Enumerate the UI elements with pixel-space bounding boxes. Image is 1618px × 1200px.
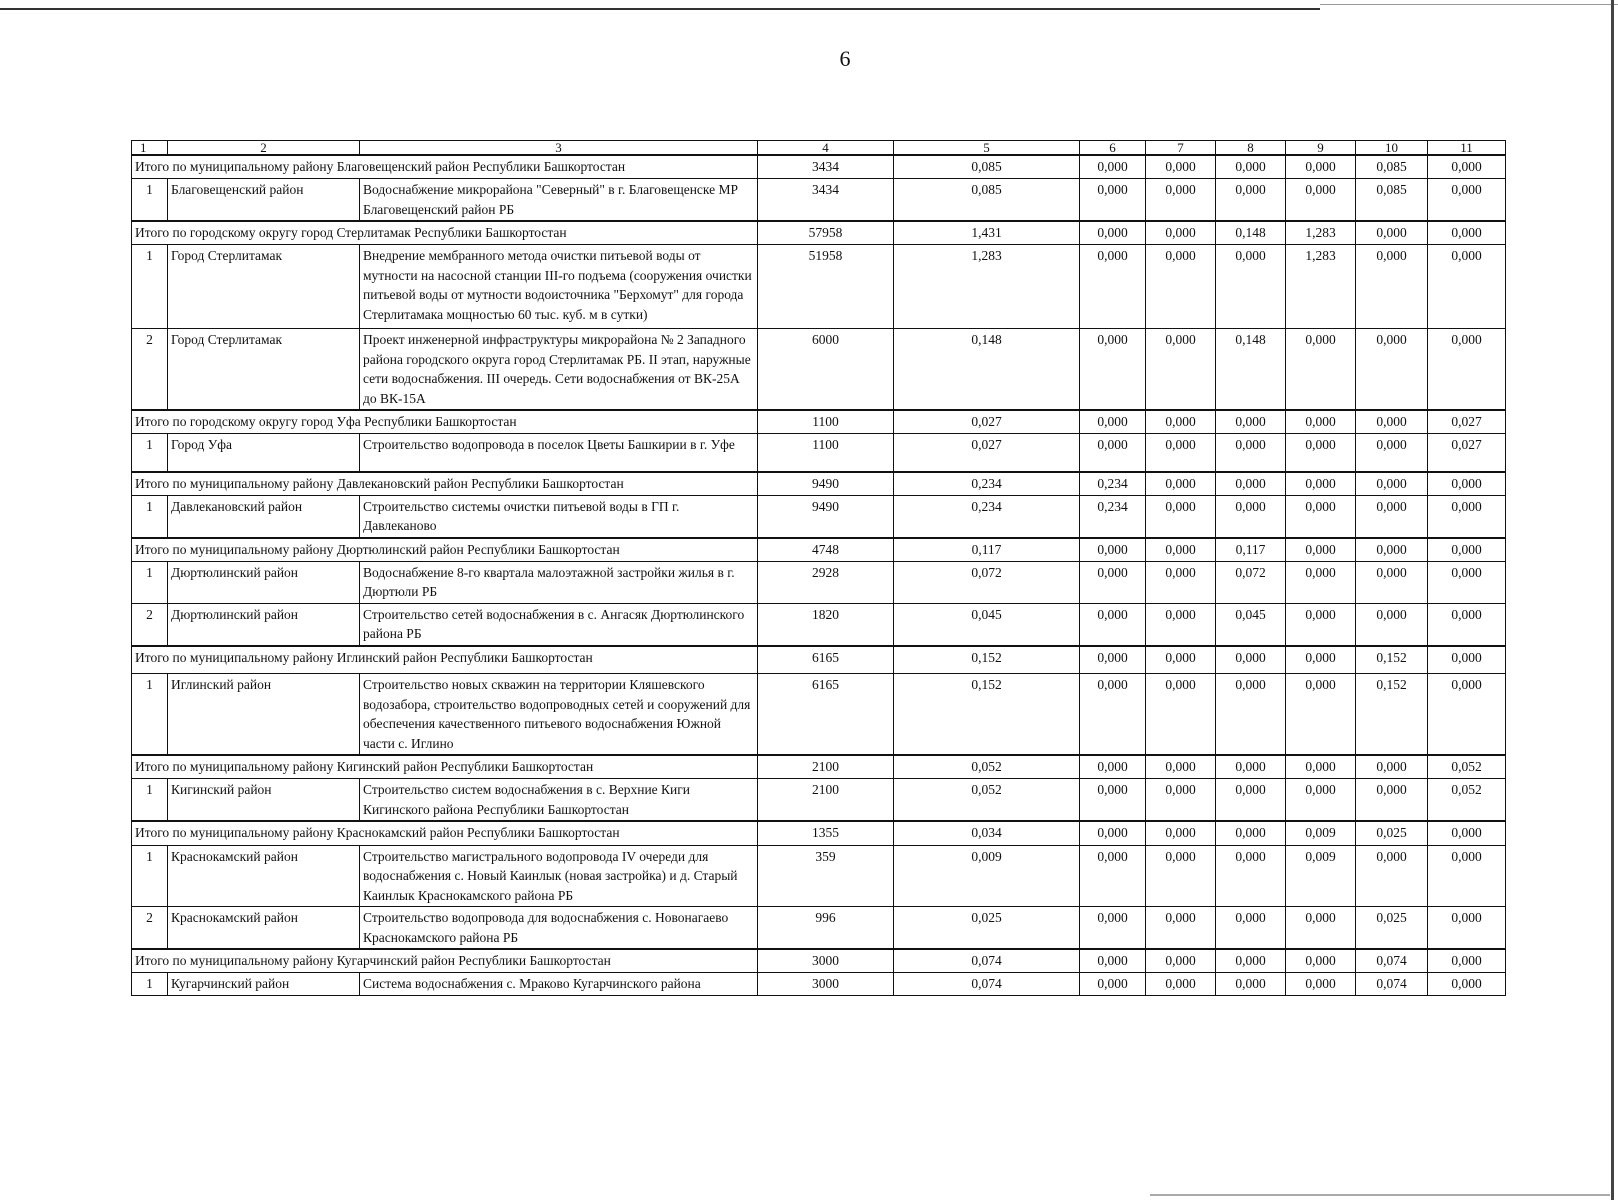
total-row [132, 949, 1506, 973]
value-cell-c11: 0,000 [1428, 155, 1506, 179]
row-index: 1 [132, 495, 168, 538]
value-cell-c11: 0,000 [1428, 674, 1506, 756]
value-cell-c7: 0,000 [1146, 472, 1216, 496]
value-cell-c8: 0,045 [1216, 603, 1286, 646]
total-row [132, 646, 1506, 674]
value-cell-c5: 0,074 [894, 973, 1080, 996]
row-index: 2 [132, 907, 168, 950]
value-cell-c10: 0,025 [1356, 821, 1428, 845]
value-cell-c7: 0,000 [1146, 674, 1216, 756]
value-cell-c5: 0,152 [894, 646, 1080, 674]
value-cell-c10: 0,000 [1356, 245, 1428, 329]
value-cell-c5: 0,009 [894, 845, 1080, 907]
value-cell-c11: 0,000 [1428, 495, 1506, 538]
value-cell-c7: 0,000 [1146, 646, 1216, 674]
value-cell-c4: 9490 [758, 495, 894, 538]
value-cell-c8: 0,000 [1216, 495, 1286, 538]
table-row [132, 245, 1506, 329]
district-name: Дюртюлинский район [168, 603, 360, 646]
value-cell-c10: 0,000 [1356, 755, 1428, 779]
project-description: Строительство системы очистки питьевой воды в ГП г. Давлеканово [360, 495, 758, 538]
value-cell-c11: 0,000 [1428, 949, 1506, 973]
value-cell-c8: 0,148 [1216, 221, 1286, 245]
value-cell-c9: 0,000 [1286, 973, 1356, 996]
table-row [132, 907, 1506, 950]
value-cell-c6: 0,000 [1080, 410, 1146, 434]
row-index: 1 [132, 674, 168, 756]
value-cell-c8: 0,000 [1216, 245, 1286, 329]
value-cell-c4: 2100 [758, 755, 894, 779]
value-cell-c8: 0,000 [1216, 973, 1286, 996]
value-cell-c9: 0,000 [1286, 155, 1356, 179]
value-cell-c8: 0,000 [1216, 646, 1286, 674]
row-index: 1 [132, 561, 168, 603]
total-label: Итого по городскому округу город Стерлитамак Республики Башкортостан [132, 221, 758, 245]
value-cell-c11: 0,000 [1428, 907, 1506, 950]
total-row [132, 472, 1506, 496]
value-cell-c11: 0,052 [1428, 779, 1506, 822]
district-name: Кигинский район [168, 779, 360, 822]
value-cell-c6: 0,000 [1080, 779, 1146, 822]
header-cell: 2 [168, 141, 360, 156]
header-cell: 11 [1428, 141, 1506, 156]
value-cell-c8: 0,000 [1216, 907, 1286, 950]
value-cell-c7: 0,000 [1146, 907, 1216, 950]
value-cell-c11: 0,000 [1428, 646, 1506, 674]
project-description: Водоснабжение 8-го квартала малоэтажной застройки жилья в г. Дюртюли РБ [360, 561, 758, 603]
value-cell-c10: 0,000 [1356, 495, 1428, 538]
district-name: Краснокамский район [168, 907, 360, 950]
value-cell-c5: 0,052 [894, 779, 1080, 822]
value-cell-c7: 0,000 [1146, 755, 1216, 779]
project-description: Водоснабжение микрорайона "Северный" в г. Благовещенске МР Благовещенский район РБ [360, 179, 758, 222]
value-cell-c10: 0,000 [1356, 779, 1428, 822]
value-cell-c6: 0,000 [1080, 646, 1146, 674]
value-cell-c9: 1,283 [1286, 245, 1356, 329]
table-row [132, 674, 1506, 756]
value-cell-c9: 0,000 [1286, 410, 1356, 434]
value-cell-c4: 996 [758, 907, 894, 950]
value-cell-c4: 2100 [758, 779, 894, 822]
value-cell-c6: 0,234 [1080, 472, 1146, 496]
value-cell-c4: 51958 [758, 245, 894, 329]
row-index: 1 [132, 245, 168, 329]
header-cell: 8 [1216, 141, 1286, 156]
value-cell-c11: 0,000 [1428, 221, 1506, 245]
value-cell-c10: 0,000 [1356, 329, 1428, 411]
table-row [132, 845, 1506, 907]
row-index: 2 [132, 603, 168, 646]
value-cell-c4: 1820 [758, 603, 894, 646]
total-row [132, 538, 1506, 562]
value-cell-c4: 3000 [758, 973, 894, 996]
project-description: Строительство магистрального водопровода IV очереди для водоснабжения с. Новый Каинлык (новая застройка) и д. Старый Каинлык Краснокамского района РБ [360, 845, 758, 907]
value-cell-c5: 0,234 [894, 495, 1080, 538]
value-cell-c11: 0,000 [1428, 329, 1506, 411]
scan-edge-right [1611, 0, 1614, 1200]
total-label: Итого по муниципальному району Давлекановский район Республики Башкортостан [132, 472, 758, 496]
value-cell-c10: 0,025 [1356, 907, 1428, 950]
value-cell-c6: 0,000 [1080, 155, 1146, 179]
value-cell-c6: 0,000 [1080, 538, 1146, 562]
value-cell-c7: 0,000 [1146, 949, 1216, 973]
value-cell-c9: 0,000 [1286, 495, 1356, 538]
row-index: 1 [132, 179, 168, 222]
value-cell-c11: 0,000 [1428, 821, 1506, 845]
value-cell-c5: 0,117 [894, 538, 1080, 562]
table-row [132, 179, 1506, 222]
header-cell: 6 [1080, 141, 1146, 156]
value-cell-c7: 0,000 [1146, 221, 1216, 245]
header-cell: 1 [132, 141, 168, 156]
value-cell-c4: 1355 [758, 821, 894, 845]
value-cell-c4: 6000 [758, 329, 894, 411]
value-cell-c11: 0,000 [1428, 561, 1506, 603]
value-cell-c8: 0,000 [1216, 179, 1286, 222]
value-cell-c8: 0,000 [1216, 779, 1286, 822]
value-cell-c4: 3000 [758, 949, 894, 973]
project-description: Внедрение мембранного метода очистки питьевой воды от мутности на насосной станции III-го подъема (сооружения очистки питьевой воды от мутности водоисточника "Берхомут" для города Стерлитамака мощностью 60 тыс. куб. м в сутки) [360, 245, 758, 329]
value-cell-c10: 0,000 [1356, 434, 1428, 472]
value-cell-c7: 0,000 [1146, 779, 1216, 822]
header-cell: 4 [758, 141, 894, 156]
value-cell-c4: 6165 [758, 674, 894, 756]
value-cell-c11: 0,052 [1428, 755, 1506, 779]
value-cell-c7: 0,000 [1146, 821, 1216, 845]
value-cell-c8: 0,000 [1216, 755, 1286, 779]
district-name: Город Стерлитамак [168, 245, 360, 329]
value-cell-c9: 1,283 [1286, 221, 1356, 245]
value-cell-c7: 0,000 [1146, 603, 1216, 646]
value-cell-c8: 0,148 [1216, 329, 1286, 411]
value-cell-c10: 0,000 [1356, 538, 1428, 562]
project-description: Система водоснабжения с. Мраково Кугарчинского района [360, 973, 758, 996]
value-cell-c11: 0,000 [1428, 245, 1506, 329]
value-cell-c8: 0,000 [1216, 410, 1286, 434]
value-cell-c9: 0,000 [1286, 603, 1356, 646]
value-cell-c8: 0,000 [1216, 674, 1286, 756]
value-cell-c4: 359 [758, 845, 894, 907]
value-cell-c6: 0,234 [1080, 495, 1146, 538]
value-cell-c9: 0,000 [1286, 434, 1356, 472]
value-cell-c5: 0,148 [894, 329, 1080, 411]
value-cell-c5: 0,025 [894, 907, 1080, 950]
total-label: Итого по муниципальному району Иглинский район Республики Башкортостан [132, 646, 758, 674]
value-cell-c11: 0,027 [1428, 410, 1506, 434]
value-cell-c5: 0,234 [894, 472, 1080, 496]
row-index: 1 [132, 973, 168, 996]
total-label: Итого по муниципальному району Дюртюлинский район Республики Башкортостан [132, 538, 758, 562]
value-cell-c10: 0,000 [1356, 603, 1428, 646]
value-cell-c10: 0,000 [1356, 561, 1428, 603]
value-cell-c5: 0,072 [894, 561, 1080, 603]
value-cell-c11: 0,027 [1428, 434, 1506, 472]
value-cell-c11: 0,000 [1428, 845, 1506, 907]
value-cell-c7: 0,000 [1146, 179, 1216, 222]
value-cell-c7: 0,000 [1146, 434, 1216, 472]
value-cell-c7: 0,000 [1146, 973, 1216, 996]
value-cell-c11: 0,000 [1428, 472, 1506, 496]
project-description: Строительство новых скважин на территории Кляшевского водозабора, строительство водопроводных сетей и сооружений для обеспечения качественного питьевого водоснабжения Южной части с. Иглино [360, 674, 758, 756]
table-container [131, 140, 1506, 996]
row-index: 2 [132, 329, 168, 411]
value-cell-c9: 0,009 [1286, 821, 1356, 845]
value-cell-c6: 0,000 [1080, 755, 1146, 779]
table-row [132, 779, 1506, 822]
header-cell: 9 [1286, 141, 1356, 156]
value-cell-c6: 0,000 [1080, 674, 1146, 756]
project-description: Строительство водопровода в поселок Цветы Башкирии в г. Уфе [360, 434, 758, 472]
project-description: Строительство водопровода для водоснабжения с. Новонагаево Краснокамского района РБ [360, 907, 758, 950]
value-cell-c6: 0,000 [1080, 329, 1146, 411]
district-name: Иглинский район [168, 674, 360, 756]
project-description: Строительство сетей водоснабжения в с. Ангасяк Дюртюлинского района РБ [360, 603, 758, 646]
scan-edge-top [0, 8, 1320, 10]
value-cell-c7: 0,000 [1146, 245, 1216, 329]
header-cell: 3 [360, 141, 758, 156]
total-label: Итого по муниципальному району Кугарчинский район Республики Башкортостан [132, 949, 758, 973]
value-cell-c9: 0,000 [1286, 674, 1356, 756]
value-cell-c6: 0,000 [1080, 561, 1146, 603]
district-name: Благовещенский район [168, 179, 360, 222]
value-cell-c10: 0,085 [1356, 155, 1428, 179]
row-index: 1 [132, 434, 168, 472]
value-cell-c7: 0,000 [1146, 329, 1216, 411]
value-cell-c5: 0,152 [894, 674, 1080, 756]
district-name: Город Уфа [168, 434, 360, 472]
value-cell-c9: 0,000 [1286, 779, 1356, 822]
table-row [132, 561, 1506, 603]
total-row [132, 221, 1506, 245]
total-row [132, 821, 1506, 845]
scan-edge-top-thin [1320, 4, 1618, 5]
value-cell-c8: 0,000 [1216, 949, 1286, 973]
value-cell-c7: 0,000 [1146, 410, 1216, 434]
value-cell-c9: 0,000 [1286, 907, 1356, 950]
value-cell-c9: 0,000 [1286, 561, 1356, 603]
value-cell-c9: 0,000 [1286, 538, 1356, 562]
value-cell-c4: 4748 [758, 538, 894, 562]
value-cell-c8: 0,000 [1216, 434, 1286, 472]
table-row [132, 973, 1506, 996]
district-name: Давлекановский район [168, 495, 360, 538]
value-cell-c4: 6165 [758, 646, 894, 674]
district-name: Кугарчинский район [168, 973, 360, 996]
value-cell-c4: 2928 [758, 561, 894, 603]
value-cell-c7: 0,000 [1146, 538, 1216, 562]
value-cell-c11: 0,000 [1428, 973, 1506, 996]
value-cell-c5: 1,431 [894, 221, 1080, 245]
water-supply-table [131, 140, 1506, 996]
value-cell-c4: 57958 [758, 221, 894, 245]
value-cell-c5: 1,283 [894, 245, 1080, 329]
value-cell-c11: 0,000 [1428, 603, 1506, 646]
value-cell-c8: 0,000 [1216, 472, 1286, 496]
header-cell: 7 [1146, 141, 1216, 156]
value-cell-c7: 0,000 [1146, 561, 1216, 603]
value-cell-c6: 0,000 [1080, 245, 1146, 329]
value-cell-c4: 1100 [758, 410, 894, 434]
value-cell-c10: 0,152 [1356, 646, 1428, 674]
value-cell-c4: 3434 [758, 155, 894, 179]
header-cell: 10 [1356, 141, 1428, 156]
value-cell-c10: 0,074 [1356, 949, 1428, 973]
page-number: 6 [839, 46, 851, 71]
value-cell-c8: 0,117 [1216, 538, 1286, 562]
value-cell-c10: 0,000 [1356, 410, 1428, 434]
value-cell-c7: 0,000 [1146, 845, 1216, 907]
total-row [132, 155, 1506, 179]
table-row [132, 329, 1506, 411]
district-name: Краснокамский район [168, 845, 360, 907]
value-cell-c5: 0,085 [894, 155, 1080, 179]
total-label: Итого по городскому округу город Уфа Республики Башкортостан [132, 410, 758, 434]
value-cell-c8: 0,000 [1216, 155, 1286, 179]
value-cell-c5: 0,034 [894, 821, 1080, 845]
table-header-row [132, 141, 1506, 156]
row-index: 1 [132, 845, 168, 907]
value-cell-c5: 0,027 [894, 410, 1080, 434]
value-cell-c6: 0,000 [1080, 221, 1146, 245]
value-cell-c9: 0,000 [1286, 329, 1356, 411]
header-cell: 5 [894, 141, 1080, 156]
value-cell-c5: 0,027 [894, 434, 1080, 472]
table-row [132, 495, 1506, 538]
value-cell-c11: 0,000 [1428, 179, 1506, 222]
value-cell-c7: 0,000 [1146, 155, 1216, 179]
value-cell-c10: 0,000 [1356, 221, 1428, 245]
value-cell-c6: 0,000 [1080, 907, 1146, 950]
value-cell-c6: 0,000 [1080, 973, 1146, 996]
total-row [132, 755, 1506, 779]
value-cell-c9: 0,000 [1286, 755, 1356, 779]
value-cell-c4: 9490 [758, 472, 894, 496]
value-cell-c6: 0,000 [1080, 845, 1146, 907]
table-row [132, 603, 1506, 646]
value-cell-c4: 1100 [758, 434, 894, 472]
value-cell-c5: 0,085 [894, 179, 1080, 222]
total-label: Итого по муниципальному району Благовещенский район Республики Башкортостан [132, 155, 758, 179]
value-cell-c5: 0,045 [894, 603, 1080, 646]
value-cell-c9: 0,000 [1286, 472, 1356, 496]
value-cell-c10: 0,000 [1356, 845, 1428, 907]
district-name: Дюртюлинский район [168, 561, 360, 603]
value-cell-c10: 0,000 [1356, 472, 1428, 496]
value-cell-c8: 0,000 [1216, 845, 1286, 907]
value-cell-c6: 0,000 [1080, 603, 1146, 646]
value-cell-c9: 0,000 [1286, 646, 1356, 674]
value-cell-c9: 0,009 [1286, 845, 1356, 907]
value-cell-c8: 0,000 [1216, 821, 1286, 845]
value-cell-c10: 0,085 [1356, 179, 1428, 222]
value-cell-c6: 0,000 [1080, 821, 1146, 845]
total-row [132, 410, 1506, 434]
value-cell-c6: 0,000 [1080, 179, 1146, 222]
table-body [132, 141, 1506, 996]
value-cell-c7: 0,000 [1146, 495, 1216, 538]
value-cell-c9: 0,000 [1286, 179, 1356, 222]
value-cell-c5: 0,052 [894, 755, 1080, 779]
table-row [132, 434, 1506, 472]
total-label: Итого по муниципальному району Кигинский район Республики Башкортостан [132, 755, 758, 779]
project-description: Проект инженерной инфраструктуры микрорайона № 2 Западного района городского округа город Стерлитамак РБ. II этап, наружные сети водоснабжения. III очередь. Сети водоснабжения от ВК-25А до ВК-15А [360, 329, 758, 411]
value-cell-c4: 3434 [758, 179, 894, 222]
value-cell-c10: 0,074 [1356, 973, 1428, 996]
project-description: Строительство систем водоснабжения в с. Верхние Киги Кигинского района Республики Башкортостан [360, 779, 758, 822]
value-cell-c6: 0,000 [1080, 434, 1146, 472]
scan-edge-bottom [1150, 1194, 1610, 1196]
value-cell-c5: 0,074 [894, 949, 1080, 973]
value-cell-c10: 0,152 [1356, 674, 1428, 756]
district-name: Город Стерлитамак [168, 329, 360, 411]
row-index: 1 [132, 779, 168, 822]
total-label: Итого по муниципальному району Краснокамский район Республики Башкортостан [132, 821, 758, 845]
value-cell-c9: 0,000 [1286, 949, 1356, 973]
value-cell-c6: 0,000 [1080, 949, 1146, 973]
value-cell-c11: 0,000 [1428, 538, 1506, 562]
value-cell-c8: 0,072 [1216, 561, 1286, 603]
